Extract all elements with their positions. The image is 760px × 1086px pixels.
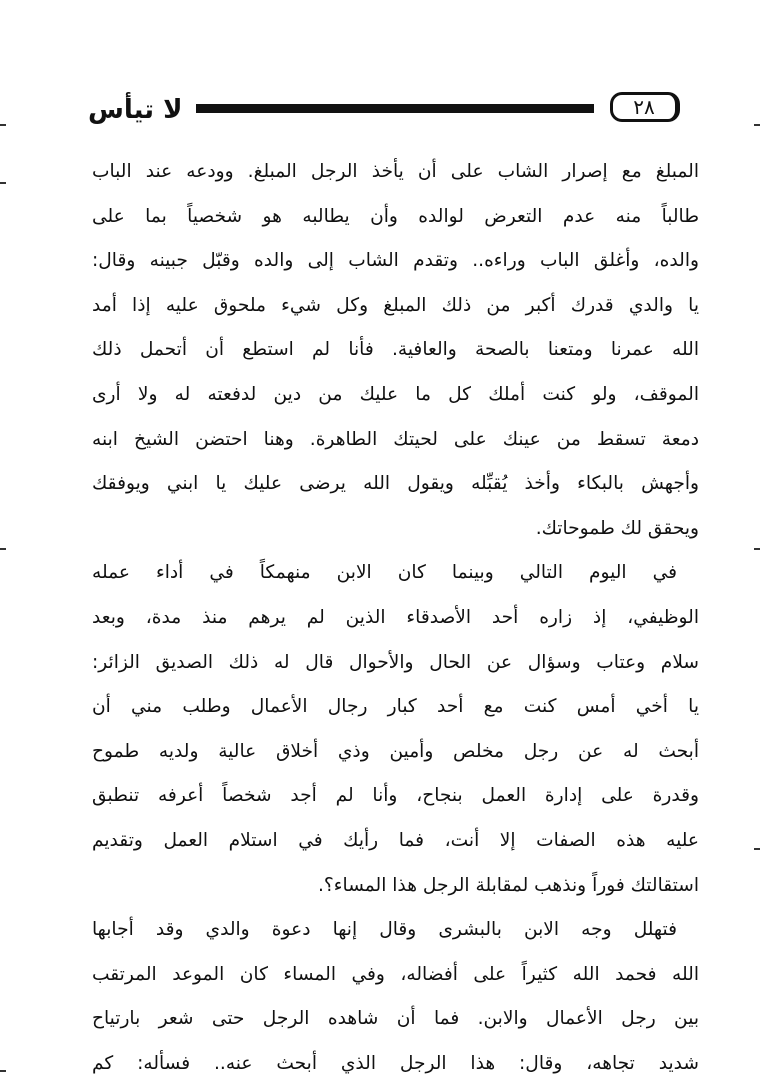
book-title: لا تيأس	[88, 95, 183, 125]
text-line: وقدرة على إدارة العمل بنجاح، وأنا لم أجد شخصاً أعرفه تنطبق	[92, 785, 699, 807]
text-line: بين رجل الأعمال والابن. فما أن شاهده الرجل حتى شعر بارتياح	[92, 1008, 699, 1030]
text-line: يا والدي قدرك أكبر من ذلك المبلغ وكل شيء ملحوق عليه إذا أمد	[92, 294, 699, 316]
body-text	[92, 150, 699, 1086]
text-line: عليه هذه الصفات إلا أنت، فما رأيك في استلام العمل وتقديم	[92, 829, 699, 851]
text-line: في اليوم التالي وبينما كان الابن منهمكاً في أداء عمله	[92, 562, 677, 584]
text-line: الموقف، ولو كنت أملك كل ما عليك من دين لدفعته له ولا أرى	[92, 383, 699, 405]
text-line: وأجهش بالبكاء وأخذ يُقبِّله ويقول الله يرضى عليك يا ابني ويوفقك	[92, 473, 699, 495]
scan-margin-mark	[754, 848, 760, 850]
scan-margin-mark	[0, 548, 6, 550]
text-line: طالباً منه عدم التعرض لوالده وأن يطالبه هو شخصياً بما على	[92, 205, 699, 227]
scan-margin-mark	[754, 548, 760, 550]
text-line: استقالتك فوراً ونذهب لمقابلة الرجل هذا المساء؟.	[318, 874, 699, 896]
running-header	[88, 90, 680, 130]
page-number: ٢٨	[610, 92, 680, 122]
scan-margin-mark	[0, 1070, 6, 1072]
scan-margin-mark	[0, 182, 6, 184]
text-line: دمعة تسقط من عينك على لحيتك الطاهرة. وهنا احتضن الشيخ ابنه	[92, 428, 699, 450]
text-line: والده، وأغلق الباب وراءه.. وتقدم الشاب إلى والده وقبّل جبينه وقال:	[92, 250, 699, 272]
header-rule	[196, 104, 594, 113]
text-line: المبلغ مع إصرار الشاب على أن يأخذ الرجل المبلغ. وودعه عند الباب	[92, 161, 699, 182]
text-line: الله عمرنا ومتعنا بالصحة والعافية. فأنا لم استطع أن أتحمل ذلك	[92, 339, 699, 361]
scan-margin-mark	[0, 124, 6, 126]
text-line: سلام وعتاب وسؤال عن الحال والأحوال قال له ذلك الصديق الزائر:	[92, 651, 699, 673]
text-line: الله فحمد الله كثيراً على أفضاله، وفي المساء كان الموعد المرتقب	[92, 963, 699, 985]
text-line: يا أخي أمس كنت مع أحد كبار رجال الأعمال وطلب مني أن	[92, 696, 699, 718]
text-line: ويحقق لك طموحاتك.	[535, 517, 699, 539]
text-line: فتهلل وجه الابن بالبشرى وقال إنها دعوة والدي وقد أجابها	[92, 919, 677, 941]
text-line: شديد تجاهه، وقال: هذا الرجل الذي أبحث عنه.. فسأله: كم	[92, 1052, 699, 1074]
scan-margin-mark	[754, 124, 760, 126]
text-line: الوظيفي، إذ زاره أحد الأصدقاء الذين لم يرهم منذ مدة، وبعد	[92, 606, 699, 628]
text-line: أبحث له عن رجل مخلص وأمين وذي أخلاق عالية ولديه طموح	[92, 740, 699, 762]
